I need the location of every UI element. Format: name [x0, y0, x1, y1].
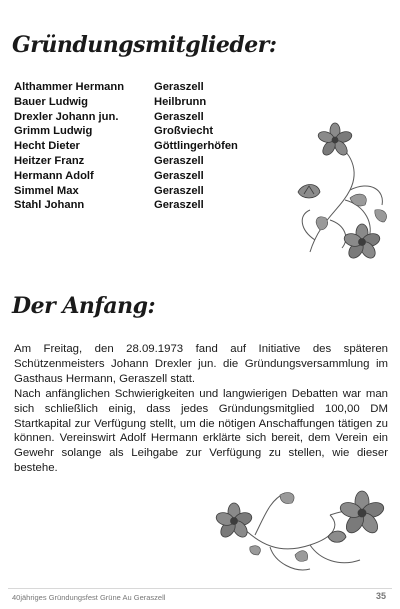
- member-place: Heilbrunn: [154, 95, 207, 108]
- member-place: Geraszell: [154, 199, 204, 212]
- member-place: Geraszell: [154, 81, 204, 93]
- member-place: Geraszell: [154, 184, 204, 197]
- member-name: Stahl Johann: [14, 199, 85, 212]
- member-place: Geraszell: [154, 169, 204, 182]
- list-item: [14, 198, 254, 213]
- paragraph: Am Freitag, den 28.09.1973 fand auf Initiative des späteren Schützenmeisters Johann Drexler jun. die Gründungsversammlung im Gasthaus Hermann, Geraszell statt.: [14, 343, 388, 385]
- member-name: Heitzer Franz: [14, 154, 85, 167]
- member-place: Göttlingerhöfen: [154, 140, 238, 153]
- list-item: [14, 169, 254, 184]
- footer-divider: [8, 588, 392, 589]
- list-item: [14, 110, 254, 125]
- member-place: Geraszell: [154, 154, 204, 167]
- floral-ornament-icon: [290, 120, 396, 270]
- list-item: [14, 184, 254, 199]
- founders-list: [14, 80, 254, 213]
- member-place: Geraszell: [154, 110, 204, 123]
- list-item: [14, 124, 254, 139]
- beginning-heading: Der Anfang:: [12, 293, 156, 319]
- list-item: [14, 154, 254, 169]
- member-name: Hermann Adolf: [14, 169, 94, 182]
- member-name: Hecht Dieter: [14, 140, 80, 153]
- founders-heading: Gründungsmitglieder:: [12, 32, 277, 58]
- member-name: Althammer Hermann: [14, 81, 125, 93]
- list-item: [14, 139, 254, 154]
- body-text: [14, 342, 388, 476]
- page-number: 35: [375, 591, 386, 601]
- list-item: [14, 95, 254, 110]
- member-name: Drexler Johann jun.: [14, 110, 119, 123]
- footer-text: 40jähriges Gründungsfest Grüne Au Geraszell: [12, 593, 166, 602]
- member-place: Großviecht: [154, 125, 214, 138]
- paragraph: Nach anfänglichen Schwierigkeiten und langwierigen Debatten war man sich schließlich einig, dass jedes Gründungsmitglied 100,00 DM Startkapital zur Verfügung stellt, um die nötigen Anschaffungen tätigen zu können. Vereinswirt Adolf Hermann erklärte sich bereit, dem Verein ein Gewehr solange als Leihgabe zur Verfügung zu stellen, wie dieser bestehe.: [14, 387, 388, 475]
- floral-ornament-icon: [210, 485, 395, 580]
- member-name: Bauer Ludwig: [14, 95, 88, 108]
- member-name: Simmel Max: [14, 184, 79, 197]
- member-name: Grimm Ludwig: [14, 125, 93, 138]
- list-item: [14, 80, 254, 95]
